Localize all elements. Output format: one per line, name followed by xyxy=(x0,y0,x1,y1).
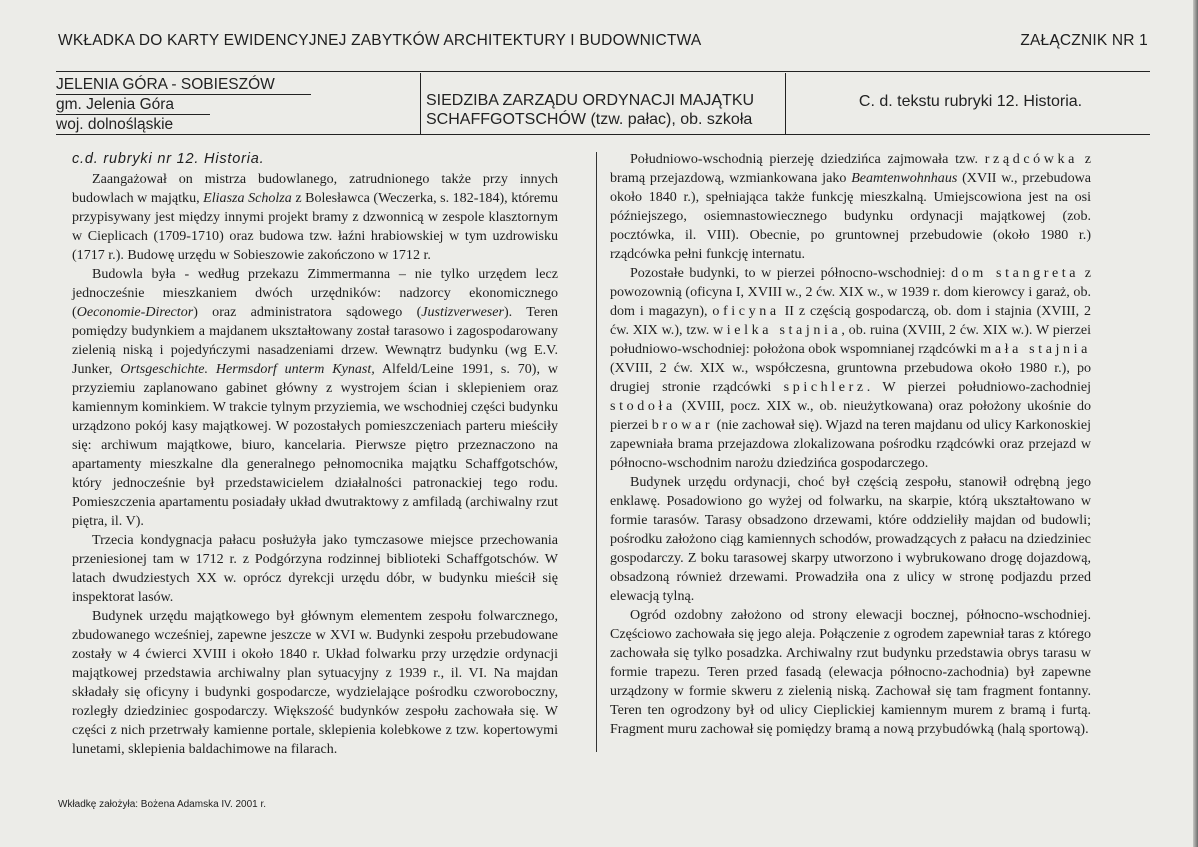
form-title: WKŁADKA DO KARTY EWIDENCYJNEJ ZABYTKÓW ARCHITEKTURY I BUDOWNICTWA xyxy=(58,32,702,49)
paragraph: Zaangażował on mistrza budowlanego, zatrudnionego także przy innych budowlach w majątku, Eliasza Scholza z Bolesławca (Weczerka, s. 182-184), któremu przypisywany jest między innymi projekt bramy z dzwonnicą w zespole klasztornym w Cieplicach (1709-1710) oraz budowa tzw. łaźni hrabiowskiej w tym uzdrowisku (1717 r.). Budowę urzędu w Sobieszowie zakończono w 1712 r. xyxy=(72,171,559,263)
location-place: JELENIA GÓRA - SOBIESZÓW xyxy=(56,76,311,95)
location-cell xyxy=(56,75,416,135)
location-commune: gm. Jelenia Góra xyxy=(56,96,210,115)
paragraph: Budynek urzędu ordynacji, choć był częścią zespołu, stanowił odrębną jego enklawę. Posadowiono go wyżej od folwarku, na skarpie, którą ukształtowano w formie tarasów. Tarasy obsadzono drzewami, które oddzieliły majdan od budowli; pośrodku założono ciąg kamiennych schodów, prowadzących z pałacu na dziedziniec gospodarczy. Z boku tarasowej skarpy utworzono i wybrukowano drogę dojazdową, obsadzoną również drzewami. Prowadziła ona z ulicy w stronę podjazdu przed elewacją tylną. xyxy=(610,474,1091,604)
right-text-column xyxy=(610,150,1091,739)
object-name-line2: SCHAFFGOTSCHÓW (tzw. pałac), ob. szkoła xyxy=(426,111,753,128)
attachment-number: ZAŁĄCZNIK NR 1 xyxy=(1020,32,1148,49)
author-footer: Wkładkę założyła: Bożena Adamska IV. 2001 r. xyxy=(58,799,267,810)
paragraph: Trzecia kondygnacja pałacu posłużyła jako tymczasowe miejsce przechowania przeniesionej tam w 1712 r. z Podgórzyna rodzinnej biblioteki Schaffgotschów. W latach dwudziestych XX w. oprócz dyrekcji urzędu dóbr, w budynku mieścił się inspektorat lasów. xyxy=(72,532,558,605)
header-divider-2 xyxy=(785,73,786,134)
object-name-cell xyxy=(426,91,786,129)
paragraph: Pozostałe budynki, to w pierzei północno-wschodniej: dom stangreta z powozownią (oficyna I, XVIII w., 2 ćw. XIX w., w 1939 r. dom kierowcy i garaż, ob. dom i magazyn), oficyna II z częścią gospodarczą, ob. dom i stajnia (XVIII, 2 ćw. XIX w.), tzw. wielka stajnia, ob. ruina (XVIII, 2 ćw. XIX w.). W pierzei południowo-wschodniej: położona obok wspomnianej rządcówki mała stajnia (XVIII, 2 ćw. XIX w., współczesna, gruntowna przebudowa około 1980 r.), po drugiej stronie rządcówki spichlerz. W pierzei południowo-zachodniej stodoła (XVIII, pocz. XIX w., ob. nieużytkowana) oraz położony ukośnie do pierzei browar (nie zachował się). Wjazd na teren majdanu od ulicy Karkonoskiej zapewniała brama przejazdowa zlokalizowana pośrodku rządcówki oraz przejazd w północno-wschodnim narożu dziedzińca gospodarczego. xyxy=(610,265,1091,471)
continuation-subtitle: c.d. rubryki nr 12. Historia. xyxy=(72,151,265,167)
object-name-line1: SIEDZIBA ZARZĄDU ORDYNACJI MAJĄTKU xyxy=(426,92,755,109)
page-edge-shadow xyxy=(1193,0,1198,847)
left-text-column xyxy=(72,150,558,759)
location-voivodeship: woj. dolnośląskie xyxy=(56,116,209,135)
paragraph: Budowla była - według przekazu Zimmermanna – nie tylko urzędem lecz jednocześnie mieszkaniem dwóch urzędników: nadzorcy ekonomicznego (Oeconomie-Director) oraz administratora sądowego (Justizverweser). Teren pomiędzy budynkiem a majdanem ukształtowany został tarasowo i zagospodarowany zielenią niską i pojedyńczymi nasadzeniami drzew. Wewnątrz budynku (wg E.V. Junker, Ortsgeschichte. Hermsdorf unterm Kynast, Alfeld/Leine 1991, s. 70), w przyziemiu zaplanowano gabinet główny z wystrojem ścian i sklepieniem oraz kamiennym kominkiem. W trakcie tylnym przyziemia, we wschodniej części budynku urządzono pokój kasy majątkowej. W pozostałych pomieszczeniach parteru mieściły się: archiwum majątkowe, biuro, kancelaria. Pierwsze piętro przeznaczono na apartamenty mieszkalne dla generalnego pełnomocnika majątku Schaffgotschów, który jednocześnie był przedstawicielem działalności patronackiej tego rodu. Pomieszczenia apartamentu posiadały układ dwutraktowy z amfiladą (archiwalny rzut piętra, il. V). xyxy=(72,266,558,529)
section-reference: C. d. tekstu rubryki 12. Historia. xyxy=(858,93,1083,110)
header-table xyxy=(56,73,1150,135)
form-title-bar xyxy=(58,32,1148,56)
paragraph: Południowo-wschodnią pierzeję dziedzińca zajmowała tzw. rządcówka z bramą przejazdową, wzmiankowana jako Beamtenwohnhaus (XVII w., przebudowa około 1840 r.), spełniająca także funkcję mieszkalną. Umiejscowiona jest na osi późniejszego, osiemnastowiecznego budynku ordynacji majątkowej (zob. pocztówka, il. VIII). Obecnie, po gruntownej przebudowie (około 1980 r.) rządcówka pełni funkcję internatu. xyxy=(610,151,1091,262)
header-divider-1 xyxy=(420,73,421,134)
header-top-rule xyxy=(56,71,1150,72)
paragraph: Budynek urzędu majątkowego był głównym elementem zespołu folwarcznego, zbudowanego wcześniej, zapewne jeszcze w XVI w. Budynki zespołu przebudowane zostały w 4 ćwierci XVIII i około 1840 r. Układ folwarku przy urzędzie ordynacji majątkowej przedstawia archiwalny plan sytuacyjny z 1939 r., il. VI. Na majdan składały się oficyny i budynki gospodarcze, wydzielające pośrodku czworoboczny, rozległy dziedziniec gospodarczy. Większość budynków zespołu zachowała się. W części z nich przetrwały kamienne portale, sklepienia kolebkowe z tzw. kopertowymi lunetami, sklepienia baldachimowe na filarach. xyxy=(72,608,558,757)
column-separator xyxy=(596,152,597,752)
paragraph: Ogród ozdobny założono od strony elewacji bocznej, północno-wschodniej. Częściowo zachowała się jego aleja. Połączenie z ogrodem zapewniał taras z którego zachowała się tylko posadzka. Archiwalny rzut budynku przedstawia obrys tarasu w formie trapezu. Teren przed fasadą (elewacja północno-zachodnia) był zapewne urządzony w formie skweru z zielenią niską. Zachował się tam fragment fontanny. Teren ten ogrodzony był od ulicy Cieplickiej kamiennym murem z bramą i furtą. Fragment muru zachował się pomiędzy bramą a nową przybudówką (halą sportową). xyxy=(610,607,1091,737)
